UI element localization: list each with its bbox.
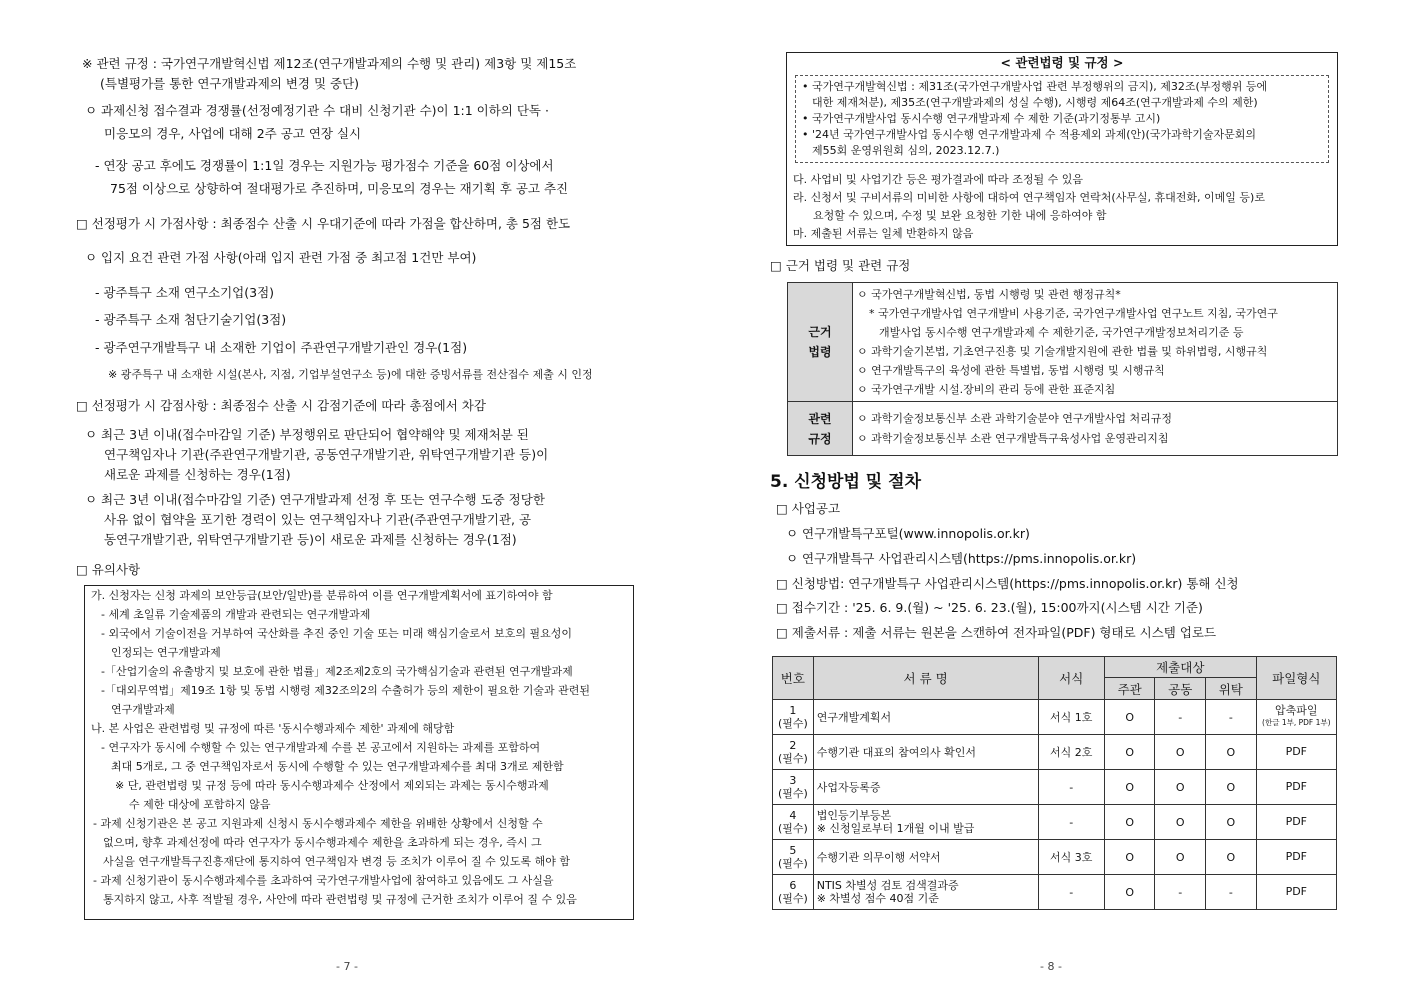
law-box-title: < 관련법령 및 규정 >: [1000, 55, 1124, 70]
left-line: ㅇ 입지 요건 관련 가점 사항(아래 입지 관련 가점 중 최고점 1건만 부여): [85, 250, 477, 265]
notice-line: -「대외무역법」제19조 1항 및 동법 시행령 제32조의2의 수출허가 등의 제한이 필요한 기술과 관련된: [101, 684, 590, 697]
table-row: 6 (필수) NTIS 차별성 검토 검색결과증 ※ 차별성 점수 40점 기준 - O - - PDF: [773, 875, 1337, 910]
table-row: 3 (필수) 사업자등록증 - O O O PDF: [773, 770, 1337, 805]
basis-content: ㅇ 과학기술정보통신부 소관 과학기술분야 연구개발사업 처리규정 ㅇ 과학기술정보통신부 소관 연구개발특구육성사업 운영관리지침: [853, 402, 1338, 456]
notice-line: 수 제한 대상에 포함하지 않음: [129, 798, 271, 811]
notice-line: 사실을 연구개발특구진흥재단에 통지하여 연구책임자 변경 등 조치가 이루어 질 수 있도록 해야 함: [103, 855, 570, 868]
page-number: - 7 -: [336, 960, 358, 973]
left-line: - 광주특구 소재 첨단기술기업(3점): [95, 312, 287, 327]
left-line: 새로운 과제를 신청하는 경우(1점): [104, 467, 291, 482]
basis-label: 근거 법령: [788, 283, 853, 402]
left-line: ㅇ 최근 3년 이내(접수마감일 기준) 연구개발과제 선정 후 또는 연구수행 도중 정당한: [85, 492, 545, 507]
section-title: 5. 신청방법 및 절차: [770, 472, 921, 492]
notice-line: 통지하지 않고, 사후 적발될 경우, 사안에 따라 관련법령 및 규정에 근거한 조치가 이루어 질 수 있음: [103, 893, 577, 906]
notice-box: [84, 585, 634, 920]
left-line: - 광주특구 소재 연구소기업(3점): [95, 285, 275, 300]
left-line: □ 유의사항: [76, 562, 141, 577]
table-row: 4 (필수) 법인등기부등본 ※ 신청일로부터 1개월 이내 발급 - O O O PDF: [773, 805, 1337, 840]
apply-line: □ 제출서류 : 제출 서류는 원본을 스캔하여 전자파일(PDF) 형태로 시스템 업로드: [776, 625, 1217, 640]
left-line: ㅇ 과제신청 접수결과 경쟁률(선정예정기관 수 대비 신청기관 수)이 1:1 이하의 단독 ·: [85, 103, 549, 118]
notice-line: 없으며, 향후 과제선정에 따라 연구자가 동시수행과제수 제한을 초과하게 되는 경우, 즉시 그: [103, 836, 542, 849]
table-row: 2 (필수) 수행기관 대표의 참여의사 확인서 서식 2호 O O O PDF: [773, 735, 1337, 770]
basis-content: ㅇ 국가연구개발혁신법, 동법 시행령 및 관련 행정규칙* * 국가연구개발사업 연구개발비 사용기준, 국가연구개발사업 연구노트 지침, 국가연구 개발사업 동시수행 연구개발과제 수 제한기준, 국가연구개발정보처리기준 등 ㅇ 과학기술기본법, 기초연구진흥 및 기술개발지원에 관한 법률 및 하위법령, 시행규칙 ㅇ 연구개발특구의 육성에 관한 특별법, 동법 시행령 및 시행규칙 ㅇ 국가연구개발 시설.장비의 관리 등에 관한 표준지침: [853, 283, 1338, 402]
apply-line: □ 신청방법: 연구개발특구 사업관리시스템(https://pms.innopolis.or.kr) 통해 신청: [776, 576, 1239, 591]
apply-line: □ 접수기간 : '25. 6. 9.(월) ~ '25. 6. 23.(월), 15:00까지(시스템 시간 기준): [776, 600, 1203, 615]
left-line: □ 선정평가 시 가점사항 : 최종점수 산출 시 우대기준에 따라 가점을 합산하며, 총 5점 한도: [76, 216, 571, 231]
left-line: ㅇ 최근 3년 이내(접수마감일 기준) 부정행위로 판단되어 협약해약 및 제재처분 된: [85, 427, 529, 442]
basis-row: [788, 283, 1338, 402]
notice-line: 나. 본 사업은 관련법령 및 규정에 따른 '동시수행과제수 제한' 과제에 해당함: [91, 722, 455, 735]
left-line: - 연장 공고 후에도 경쟁률이 1:1일 경우는 지원가능 평가점수 기준을 60점 이상에서: [95, 158, 554, 173]
docs-table: [772, 656, 1337, 910]
basis-label: 관련 규정: [788, 402, 853, 456]
notice-line: -「산업기술의 유출방지 및 보호에 관한 법률」제2조제2호의 국가핵심기술과 관련된 연구개발과제: [101, 665, 573, 678]
notice-line: - 외국에서 기술이전을 거부하여 국산화를 추진 중인 기술 또는 미래 핵심기술로서 보호의 필요성이: [101, 627, 572, 640]
notice-line: 가. 신청자는 신청 과제의 보안등급(보안/일반)를 분류하여 이를 연구개발계획서에 표기하여야 함: [91, 589, 553, 602]
col-joint: 공동: [1155, 678, 1206, 700]
law-box: [786, 52, 1338, 246]
notice-line: 연구개발과제: [111, 703, 175, 716]
col-main: 주관: [1104, 678, 1155, 700]
law-line: • '24년 국가연구개발사업 동시수행 연구개발과제 수 적용제외 과제(안)(국가과학기술자문회의: [802, 128, 1257, 141]
law-box-inner: [795, 75, 1329, 163]
table-row: 1 (필수) 연구개발계획서 서식 1호 O - - 압축파일 (한글 1부, PDF 1부): [773, 700, 1337, 735]
col-no: 번호: [773, 657, 814, 700]
left-page: [0, 0, 700, 992]
law-line: • 국가연구개발사업 동시수행 연구개발과제 수 제한 기준(과기정통부 고시): [802, 112, 1161, 125]
notice-line: - 연구자가 동시에 수행할 수 있는 연구개발과제 수를 본 공고에서 지원하는 과제를 포함하여: [101, 741, 541, 754]
apply-line: ㅇ 연구개발특구포털(www.innopolis.or.kr): [786, 526, 1030, 541]
law-line: • 국가연구개발혁신법 : 제31조(국가연구개발사업 관련 부정행위의 금지), 제32조(부정행위 등에: [802, 80, 1268, 93]
notice-line: - 과제 신청기관은 본 공고 지원과제 신청시 동시수행과제수 제한을 위배한 상황에서 신청할 수: [93, 817, 543, 830]
left-line: □ 선정평가 시 감점사항 : 최종점수 산출 시 감점기준에 따라 총점에서 차감: [76, 398, 486, 413]
basis-row: [788, 402, 1338, 456]
left-line: 사유 없이 협약을 포기한 경력이 있는 연구책임자나 기관(주관연구개발기관, 공: [104, 512, 532, 527]
left-line: - 광주연구개발특구 내 소재한 기업이 주관연구개발기관인 경우(1점): [95, 340, 468, 355]
col-form: 서식: [1038, 657, 1104, 700]
right-page: [702, 0, 1403, 992]
basis-table: [787, 282, 1338, 456]
docs-header-row: [773, 657, 1337, 678]
law-line: 제55회 운영위원회 심의, 2023.12.7.): [812, 144, 1000, 157]
table-row: 5 (필수) 수행기관 의무이행 서약서 서식 3호 O O O PDF: [773, 840, 1337, 875]
notice-line: - 과제 신청기관이 동시수행과제수를 초과하여 국가연구개발사업에 참여하고 있음에도 그 사실을: [93, 874, 554, 887]
law-outer-line: 요청할 수 있으며, 수정 및 보완 요청한 기한 내에 응하여야 함: [813, 209, 1107, 222]
left-line: ※ 관련 규정 : 국가연구개발혁신법 제12조(연구개발과제의 수행 및 관리) 제3항 및 제15조: [82, 56, 577, 71]
notice-line: 인정되는 연구개발과제: [111, 646, 221, 659]
law-outer-line: 마. 제출된 서류는 일체 반환하지 않음: [793, 227, 974, 240]
col-consign: 위탁: [1206, 678, 1257, 700]
left-line: 연구책임자나 기관(주관연구개발기관, 공동연구개발기관, 위탁연구개발기관 등)이: [104, 447, 549, 462]
left-line: ※ 광주특구 내 소재한 시설(본사, 지점, 기업부설연구소 등)에 대한 증빙서류를 전산접수 제출 시 인정: [108, 368, 593, 381]
basis-heading: □ 근거 법령 및 관련 규정: [770, 258, 911, 273]
left-line: (특별평가를 통한 연구개발과제의 변경 및 중단): [100, 76, 360, 91]
notice-line: - 세계 초일류 기술제품의 개발과 관련되는 연구개발과제: [101, 608, 371, 621]
left-line: 미응모의 경우, 사업에 대해 2주 공고 연장 실시: [104, 126, 362, 141]
law-line: 대한 제재처분), 제35조(연구개발과제의 성실 수행), 시행령 제64조(연구개발과제 수의 제한): [812, 96, 1258, 109]
apply-line: ㅇ 연구개발특구 사업관리시스템(https://pms.innopolis.or.kr): [786, 551, 1137, 566]
notice-line: 최대 5개로, 그 중 연구책임자로서 동시에 수행할 수 있는 연구개발과제수를 최대 3개로 제한함: [111, 760, 564, 773]
apply-line: □ 사업공고: [776, 501, 841, 516]
left-line: 동연구개발기관, 위탁연구개발기관 등)이 새로운 과제를 신청하는 경우(1점): [104, 532, 517, 547]
col-filetype: 파일형식: [1256, 657, 1336, 700]
page-number: - 8 -: [1040, 960, 1062, 973]
law-outer-line: 라. 신청서 및 구비서류의 미비한 사항에 대하여 연구책임자 연락처(사무실, 휴대전화, 이메일 등)로: [793, 191, 1265, 204]
col-target: 제출대상: [1104, 657, 1256, 678]
law-outer-line: 다. 사업비 및 사업기간 등은 평가결과에 따라 조정될 수 있음: [793, 173, 1083, 186]
notice-line: ※ 단, 관련법령 및 규정 등에 따라 동시수행과제수 산정에서 제외되는 과제는 동시수행과제: [115, 779, 549, 792]
left-line: 75점 이상으로 상향하여 절대평가로 추진하며, 미응모의 경우는 재기획 후 공고 추진: [110, 181, 569, 196]
col-name: 서 류 명: [813, 657, 1038, 700]
